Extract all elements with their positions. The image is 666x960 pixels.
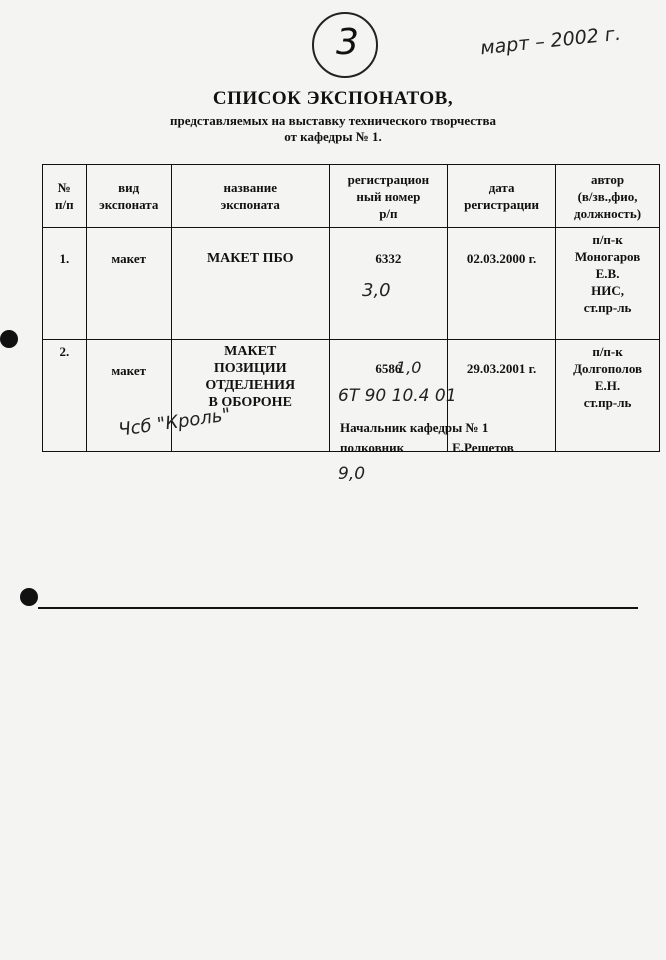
header-kind: вид экспоната	[86, 165, 171, 228]
row-name: МАКЕТ ПОЗИЦИИ ОТДЕЛЕНИЯ В ОБОРОНЕ	[171, 340, 329, 452]
handwritten-reg-note: 6Т 90 10.4 01	[338, 386, 457, 406]
handwritten-value-2: 1,0	[396, 358, 422, 377]
signature-rank: полковник	[340, 440, 405, 455]
row-author: п/п-к Долгополов Е.Н. ст.пр-ль	[556, 340, 660, 452]
table-header-row	[43, 165, 660, 228]
row-kind: макет	[86, 340, 171, 452]
page-number-circle	[312, 12, 378, 78]
punch-hole-lower	[20, 588, 38, 606]
signature-block	[340, 418, 514, 458]
page-number: 3	[336, 22, 359, 63]
row-author: п/п-к Моногаров Е.В. НИС, ст.пр-ль	[556, 228, 660, 340]
header-date: дата регистрации	[448, 165, 556, 228]
row-kind: макет	[86, 228, 171, 340]
signature-position: Начальник кафедры № 1	[340, 420, 489, 435]
document-title: СПИСОК ЭКСПОНАТОВ,	[212, 88, 454, 109]
punch-hole-upper	[0, 330, 18, 348]
header-author: автор (в/зв.,фио, должность)	[556, 165, 660, 228]
row-date: 02.03.2000 г.	[448, 228, 556, 340]
table-row	[43, 228, 660, 340]
row-name: МАКЕТ ПБО	[171, 228, 329, 340]
row-reg: 6586	[329, 340, 447, 452]
header-num: № п/п	[43, 165, 87, 228]
subtitle-line-1: представляемых на выставку технического творчества	[170, 113, 496, 128]
subtitle-line-2: от кафедры № 1.	[284, 129, 382, 144]
row-num: 1.	[43, 228, 87, 340]
handwritten-bottom-value: 9,0	[338, 464, 366, 484]
header-reg: регистрацион ный номер р/п	[329, 165, 447, 228]
signature-name: Е.Решетов	[452, 440, 514, 455]
handwritten-left-note: Чсб "Кроль"	[117, 404, 232, 441]
document-subtitle	[0, 113, 666, 145]
row-date: 29.03.2001 г.	[448, 340, 556, 452]
row-num: 2.	[43, 340, 87, 452]
exhibits-table	[42, 164, 660, 452]
row-reg: 6332	[329, 228, 447, 340]
handwritten-value-1: 3,0	[362, 280, 391, 301]
handwritten-date-note: март – 2002 г.	[479, 22, 622, 60]
header-name: название экспоната	[171, 165, 329, 228]
horizontal-rule	[38, 607, 638, 609]
